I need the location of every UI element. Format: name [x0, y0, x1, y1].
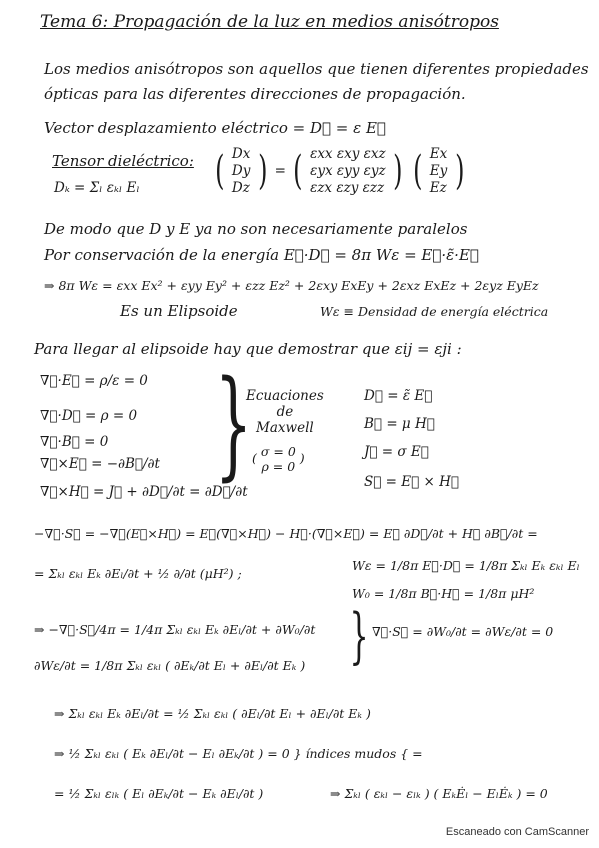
constitutive-eq: B⃗ = μ H⃗ [364, 416, 435, 432]
constitutive-eq: S⃗ = E⃗ × H⃗ [364, 474, 459, 490]
step-c-right: ⇒ Σₖₗ ( εₖₗ − εₗₖ ) ( EₖĖₗ − EₗĖₖ ) = 0 [330, 786, 548, 801]
matrix-d-row: Dx [231, 146, 251, 162]
matrix-eps [310, 146, 386, 197]
matrix-eps-row: εyx εyy εyz [310, 162, 386, 179]
dwe-line: ∂Wε/∂t = 1/8π Σₖₗ εₖₗ ( ∂Eₖ/∂t Eₗ + ∂Eₗ/∂t Eₖ ) [34, 658, 306, 673]
maxwell-condition: ρ = 0 [261, 459, 296, 474]
right-brace-maxwell: } [214, 354, 253, 492]
tensor-matrix-equation: ( Dx Dy Dz ) = ( εxx εxy εxz εyx εyy εyz εzx εzy εzz ) ( Ex Ey Ez ) [215, 146, 465, 196]
maxwell-eq: ∇⃗·E⃗ = ρ/ε = 0 [40, 373, 148, 389]
matrix-e-row: Ex [429, 146, 448, 162]
energy-expansion: ⇒ 8π Wε = εxx Ex² + εyy Ey² + εzz Ez² + 2εxy ExEy + 2εxz ExEz + 2εyz EyEz [44, 278, 539, 293]
matrix-eps-row: εzx εzy εzz [310, 179, 385, 196]
div-s-right: ∇⃗·S⃗ = ∂W₀/∂t = ∂Wε/∂t = 0 [372, 624, 554, 639]
we-equation: Wε = 1/8π E⃗·D⃗ = 1/8π Σₖₗ Eₖ εₖₗ Eₗ [352, 558, 580, 573]
vector-equation: = D⃗ = ε E⃗ [292, 119, 386, 137]
step-b-line: ⇒ ½ Σₖₗ εₖₗ ( Eₖ ∂Eₗ/∂t − Eₗ ∂Eₖ/∂t ) = 0 } índices mudos { = [54, 746, 423, 761]
poynting-line: −∇⃗·S⃗ = −∇⃗(E⃗×H⃗) = E⃗(∇⃗×H⃗) − H⃗·(∇⃗×E⃗) = E⃗ ∂D⃗/∂t + H⃗ ∂B⃗/∂t = [34, 526, 538, 541]
watermark: Escaneado con CamScanner [445, 826, 589, 838]
maxwell-label-line: Maxwell [256, 420, 314, 437]
maxwell-eq: ∇⃗×H⃗ = J⃗ + ∂D⃗/∂t = ∂D⃗/∂t [40, 484, 248, 500]
step-c-line: = ½ Σₖₗ εₗₖ ( Eₗ ∂Eₖ/∂t − Eₖ ∂Eₗ/∂t ) [54, 786, 264, 801]
maxwell-label-line: de [276, 404, 294, 421]
div-s-line: ⇒ −∇⃗·S⃗/4π = 1/4π Σₖₗ εₖₗ Eₖ ∂Eₗ/∂t + ∂W₀/∂t [34, 622, 316, 637]
matrix-d-row: Dy [231, 162, 251, 179]
maxwell-label-line: Ecuaciones [246, 388, 324, 404]
constitutive-eq: D⃗ = ε̃ E⃗ [364, 388, 433, 404]
sum-line: = Σₖₗ εₖₗ Eₖ ∂Eₗ/∂t + ½ ∂/∂t (μH²) ; [34, 566, 242, 581]
intro-line-2: ópticas para las diferentes direcciones de propagación. [44, 85, 466, 103]
matrix-e-row: Ey [429, 162, 448, 179]
elipsoide-label: Es un Elipsoide [120, 302, 238, 320]
matrix-e [430, 146, 447, 197]
matrix-d [232, 146, 250, 197]
tensor-dk: Dₖ = Σₗ εₖₗ Eₗ [54, 180, 140, 196]
maxwell-label [246, 388, 324, 437]
vector-label-text: Vector desplazamiento eléctrico [44, 119, 288, 137]
we-definition: Wε ≡ Densidad de energía eléctrica [320, 304, 549, 319]
maxwell-condition: σ = 0 [260, 444, 296, 459]
vector-label [44, 119, 386, 137]
step-a-line: ⇒ Σₖₗ εₖₗ Eₖ ∂Eₗ/∂t = ½ Σₖₗ εₖₗ ( ∂Eₗ/∂t Eₗ + ∂Eₗ/∂t Eₖ ) [54, 706, 371, 721]
maxwell-eq: ∇⃗·B⃗ = 0 [40, 434, 109, 450]
matrix-e-row: Ez [429, 179, 447, 196]
maxwell-conditions: ( σ = 0 ρ = 0 ) [252, 444, 305, 474]
tensor-label: Tensor dieléctrico: [52, 152, 194, 170]
right-brace-div: } [349, 601, 369, 671]
llegar-line: Para llegar al elipsoide hay que demostrar que εij = εji : [34, 340, 462, 358]
intro-line-1: Los medios anisótropos son aquellos que tienen diferentes propiedades [44, 60, 589, 78]
maxwell-eq: ∇⃗·D⃗ = ρ = 0 [40, 408, 138, 424]
matrix-eps-row: εxx εxy εxz [310, 146, 386, 162]
maxwell-eq: ∇⃗×E⃗ = −∂B⃗/∂t [40, 456, 160, 472]
conservacion-line: Por conservación de la energía E⃗·D⃗ = 8π Wε = E⃗·ε̃·E⃗ [44, 246, 479, 264]
page-title: Tema 6: Propagación de la luz en medios anisótropos [40, 12, 499, 32]
constitutive-eq: J⃗ = σ E⃗ [364, 444, 429, 460]
matrix-d-row: Dz [231, 179, 250, 196]
wo-equation: W₀ = 1/8π B⃗·H⃗ = 1/8π μH² [352, 586, 535, 601]
paralelos-line: De modo que D y E ya no son necesariamente paralelos [44, 220, 468, 238]
